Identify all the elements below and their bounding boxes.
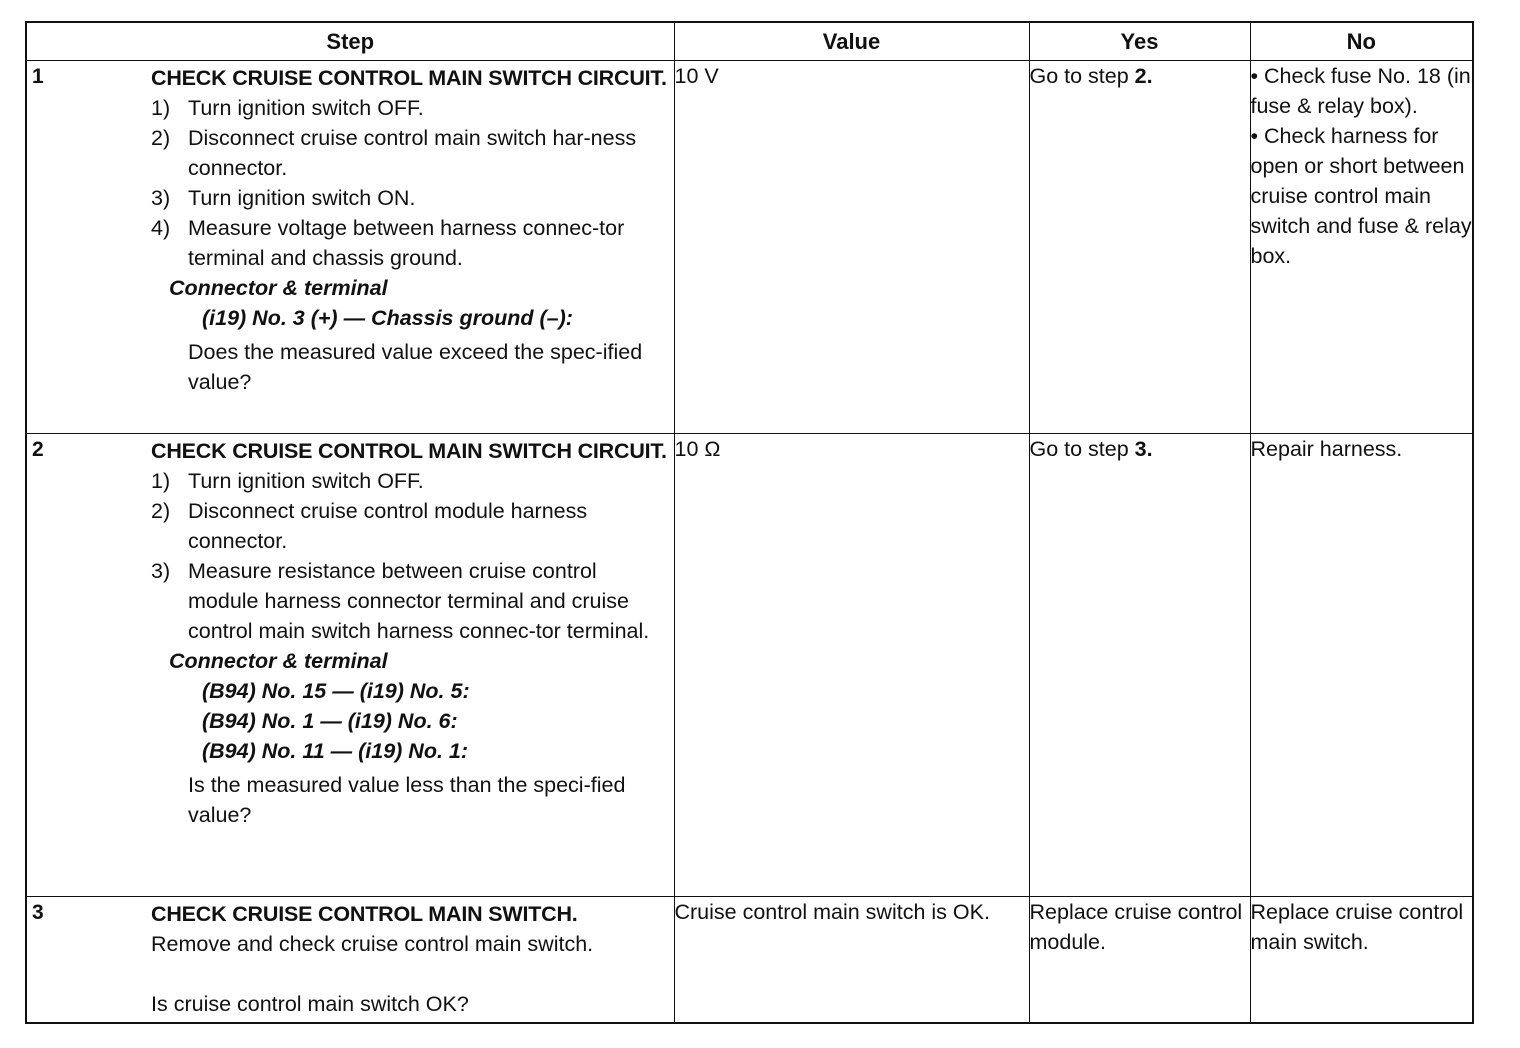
connector-terminal: (B94) No. 1 — (i19) No. 6:: [202, 709, 458, 733]
instruction-item: 1) Turn ignition switch OFF.: [151, 469, 424, 493]
value-cell: Cruise control main switch is OK.: [674, 897, 1029, 1024]
value-cell: 10 V: [674, 61, 1029, 434]
step-number: 3: [32, 901, 44, 924]
connector-heading: Connector & terminal: [169, 276, 388, 300]
diagnostic-steps-table: [25, 21, 1474, 1024]
instruction-item: 2) Disconnect cruise control module harness connector.: [151, 499, 588, 553]
table-row: [26, 61, 1473, 434]
step-cell: [26, 897, 674, 1024]
table-row: [26, 434, 1473, 897]
step-question: Is the measured value less than the speci-fied value?: [188, 773, 626, 827]
connector-terminal: (i19) No. 3 (+) — Chassis ground (–):: [202, 306, 573, 330]
step-title: CHECK CRUISE CONTROL MAIN SWITCH CIRCUIT.: [151, 66, 667, 90]
no-cell: [1250, 434, 1473, 897]
step-question: Does the measured value exceed the spec-ified value?: [188, 340, 643, 394]
step-cell: [26, 61, 674, 434]
step-title: CHECK CRUISE CONTROL MAIN SWITCH.: [151, 902, 578, 926]
connector-heading: Connector & terminal: [169, 649, 388, 673]
value-cell: 10 Ω: [674, 434, 1029, 897]
connector-terminal: (B94) No. 15 — (i19) No. 5:: [202, 679, 470, 703]
step-title: CHECK CRUISE CONTROL MAIN SWITCH CIRCUIT.: [151, 439, 667, 463]
no-item: • Check harness for open or short between cruise control main switch and fuse & relay box.: [1250, 124, 1472, 268]
table-header-row: [26, 22, 1473, 61]
no-item: Replace cruise control main switch.: [1250, 900, 1464, 954]
table-row: [26, 897, 1473, 1024]
no-cell: [1250, 897, 1473, 1024]
header-step: Step: [26, 22, 674, 61]
instruction-item: 1) Turn ignition switch OFF.: [151, 96, 424, 120]
yes-cell: Replace cruise control module.: [1029, 897, 1250, 1024]
header-value: Value: [674, 22, 1029, 61]
instruction-item: 2) Disconnect cruise control main switch har-ness connector.: [151, 126, 637, 180]
step-link: 2.: [1134, 64, 1153, 88]
yes-cell: Go to step 2.: [1029, 61, 1250, 434]
step-link: 3.: [1134, 437, 1153, 461]
step-description: Remove and check cruise control main switch.: [151, 932, 594, 956]
step-number: 1: [32, 65, 44, 88]
header-no: No: [1250, 22, 1473, 61]
instruction-item: 4) Measure voltage between harness connec-tor terminal and chassis ground.: [151, 216, 625, 270]
no-item: • Check fuse No. 18 (in fuse & relay box).: [1250, 64, 1471, 118]
header-yes: Yes: [1029, 22, 1250, 61]
step-cell: [26, 434, 674, 897]
no-cell: [1250, 61, 1473, 434]
instruction-item: 3) Turn ignition switch ON.: [151, 186, 416, 210]
yes-cell: Go to step 3.: [1029, 434, 1250, 897]
step-question: Is cruise control main switch OK?: [151, 992, 469, 1016]
step-number: 2: [32, 438, 44, 461]
instruction-item: 3) Measure resistance between cruise control module harness connector terminal and cruise control main switch harness connec-tor terminal.: [151, 559, 650, 643]
no-item: Repair harness.: [1250, 437, 1403, 461]
connector-terminal: (B94) No. 11 — (i19) No. 1:: [202, 739, 469, 763]
